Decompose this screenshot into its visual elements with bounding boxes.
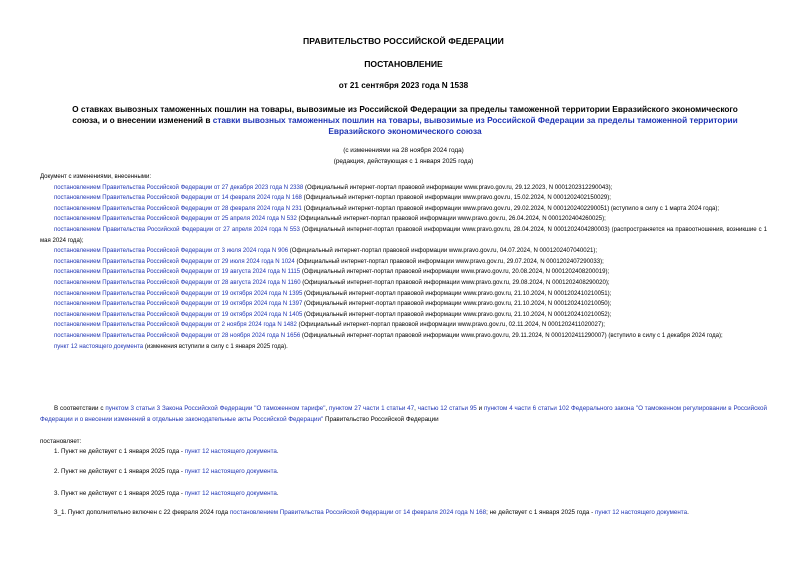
decree-word: постановляет: (40, 438, 82, 445)
document-date-number: от 21 сентября 2023 года N 1538 (338, 81, 469, 90)
change-text: (Официальный интернет-портал правовой информации www.pravo.gov.ru, 20.08.2024, N 0001202408200019); (300, 269, 610, 276)
change-link[interactable]: постановлением Правительства Российской Федерации от 28 августа 2024 года N 1160 (54, 279, 301, 286)
change-link[interactable]: постановлением Правительства Российской Федерации от 28 ноября 2024 года N 1656 (54, 332, 301, 339)
change-link[interactable]: постановлением Правительства Российской Федерации от 3 июля 2024 года N 906 (54, 248, 289, 255)
change-item (40, 246, 767, 257)
edition-note: (редакция, действующая с 1 января 2025 года) (333, 158, 474, 165)
point-link[interactable]: пункт 12 настоящего документа (184, 448, 277, 455)
basis-text: В соответствии с (54, 405, 106, 412)
change-item (40, 320, 767, 331)
basis-link-part12-art95[interactable]: частью 12 статьи 95 (417, 405, 477, 412)
change-link[interactable]: постановлением Правительства Российской Федерации от 25 апреля 2024 года N 532 (54, 216, 297, 223)
basis-text: , (414, 405, 418, 412)
point-text: ; не действует с 1 января 2025 года - (486, 509, 595, 516)
change-link[interactable]: постановлением Правительства Российской Федерации от 19 октября 2024 года N 1395 (54, 290, 303, 297)
point-end: . (276, 490, 279, 497)
point-text: 3. Пункт не действует с 1 января 2025 года - (54, 490, 185, 497)
point-end: . (276, 448, 279, 455)
change-text: (Официальный интернет-портал правовой информации www.pravo.gov.ru, 21.10.2024, N 0001202410210051); (302, 290, 612, 297)
change-text: (Официальный интернет-портал правовой информации www.pravo.gov.ru, 02.11.2024, N 0001202411020027); (296, 322, 605, 329)
changes-list (40, 172, 767, 352)
amendment-note: (с изменениями на 28 ноября 2024 года) (343, 147, 464, 154)
change-item (40, 331, 767, 342)
change-text: (Официальный интернет-портал правовой информации www.pravo.gov.ru, 15.02.2024, N 0001202402150029); (301, 195, 611, 202)
change-text: (Официальный интернет-портал правовой информации www.pravo.gov.ru, 29.11.2024, N 0001202411290007) (вступило в силу с 1 декабря 2024 года); (300, 332, 723, 339)
change-text: (Официальный интернет-портал правовой информации www.pravo.gov.ru, 29.12.2023, N 0001202312290043); (303, 184, 613, 191)
change-link[interactable]: постановлением Правительства Российской Федерации от 14 февраля 2024 года N 168 (54, 195, 302, 202)
point-text: 2. Пункт не действует с 1 января 2025 года - (54, 468, 185, 475)
point-link[interactable]: пункт 12 настоящего документа (184, 490, 277, 497)
change-item (40, 299, 767, 310)
basis-text: и (476, 405, 484, 412)
government-heading: ПРАВИТЕЛЬСТВО РОССИЙСКОЙ ФЕДЕРАЦИИ (303, 36, 504, 46)
change-text: (Официальный интернет-портал правовой информации www.pravo.gov.ru, 29.07.2024, N 0001202407290033); (294, 258, 604, 265)
change-item (40, 342, 767, 353)
change-item (40, 310, 767, 321)
change-link[interactable]: постановлением Правительства Российской Федерации от 27 апреля 2024 года N 553 (54, 226, 300, 233)
change-link[interactable]: пункт 12 настоящего документа (54, 343, 144, 350)
change-link[interactable]: постановлением Правительства Российской Федерации от 19 октября 2024 года N 1397 (54, 301, 303, 308)
change-link[interactable]: постановлением Правительства Российской Федерации от 28 февраля 2024 года N 231 (54, 205, 302, 212)
basis-link-federal-law[interactable]: пунктом 4 части 6 статьи 102 Федерального закона "О таможенном регулировании в Российской Федерации и о внесении изменений в отдельные законодательные акты Российской Федерации" (40, 405, 767, 423)
change-text: (Официальный интернет-портал правовой информации www.pravo.gov.ru, 21.10.2024, N 0001202410210052); (302, 311, 612, 318)
basis-link-part1-art47[interactable]: пунктом 27 части 1 статьи 47 (329, 405, 415, 412)
change-text: (изменения вступили в силу с 1 января 2025 года). (143, 343, 288, 350)
change-item (40, 267, 767, 278)
point-end: . (687, 509, 689, 516)
basis-text: , (325, 405, 330, 412)
point-3-1 (40, 507, 767, 518)
point-link[interactable]: постановлением Правительства Российской Федерации от 14 февраля 2024 года N 168 (229, 509, 487, 516)
changes-header: Документ с изменениями, внесенными: (40, 174, 152, 180)
change-item (40, 289, 767, 300)
change-item (40, 214, 767, 225)
document-type-heading: ПОСТАНОВЛЕНИЕ (364, 59, 443, 69)
change-item (40, 278, 767, 289)
legal-basis-paragraph (40, 403, 767, 425)
basis-text: Правительство Российской Федерации (323, 416, 439, 423)
change-text: (Официальный интернет-портал правовой информации www.pravo.gov.ru, 26.04.2024, N 0001202404260025); (296, 216, 606, 223)
change-text: (Официальный интернет-портал правовой информации www.pravo.gov.ru, 28.04.2024, N 0001202404280003) (распространяется на правоотношения, возникшие с 1 мая 2024 года); (40, 226, 767, 244)
change-text: (Официальный интернет-портал правовой информации www.pravo.gov.ru, 29.02.2024, N 0001202402290051) (вступило в силу с 1 марта 2024 года); (301, 205, 720, 212)
change-link[interactable]: постановлением Правительства Российской Федерации от 29 июля 2024 года N 1024 (54, 258, 295, 265)
change-item (40, 183, 767, 194)
change-item (40, 204, 767, 215)
change-text: (Официальный интернет-портал правовой информации www.pravo.gov.ru, 29.08.2024, N 0001202408290020); (300, 279, 610, 286)
point-text: 3_1. Пункт дополнительно включен с 22 февраля 2024 года (54, 509, 230, 516)
change-item (40, 257, 767, 268)
change-link[interactable]: постановлением Правительства Российской Федерации от 27 декабря 2023 года N 2338 (54, 184, 304, 191)
point-link[interactable]: пункт 12 настоящего документа (184, 468, 277, 475)
point-1 (40, 446, 767, 457)
change-link[interactable]: постановлением Правительства Российской Федерации от 2 ноября 2024 года N 1482 (54, 322, 297, 329)
point-link[interactable]: пункт 12 настоящего документа (594, 509, 688, 516)
change-link[interactable]: постановлением Правительства Российской Федерации от 19 октября 2024 года N 1405 (54, 311, 303, 318)
point-text: 1. Пункт не действует с 1 января 2025 года - (54, 448, 185, 455)
basis-link-customs-tariff-law[interactable]: пунктом 3 статьи 3 Закона Российской Федерации "О таможенном тарифе" (105, 405, 326, 412)
change-text: (Официальный интернет-портал правовой информации www.pravo.gov.ru, 21.10.2024, N 0001202410210050); (302, 301, 612, 308)
point-3 (40, 488, 767, 499)
change-link[interactable]: постановлением Правительства Российской Федерации от 19 августа 2024 года N 1115 (54, 269, 301, 276)
change-text: (Официальный интернет-портал правовой информации www.pravo.gov.ru, 04.07.2024, N 0001202407040021); (288, 248, 598, 255)
document-title (60, 104, 750, 137)
title-link[interactable]: ставки вывозных таможенных пошлин на товары, вывозимые из Российской Федерации за пределы таможенной территории Евразийского экономического союза (212, 115, 738, 136)
change-item (40, 193, 767, 204)
point-end: . (276, 468, 279, 475)
title-text: О ставках вывозных таможенных пошлин на товары, вывозимые из Российской Федерации за пределы таможенной территории Евразийского экономического союза, и о внесении изменений в (72, 104, 738, 125)
point-2 (40, 466, 767, 477)
change-item (40, 225, 767, 246)
